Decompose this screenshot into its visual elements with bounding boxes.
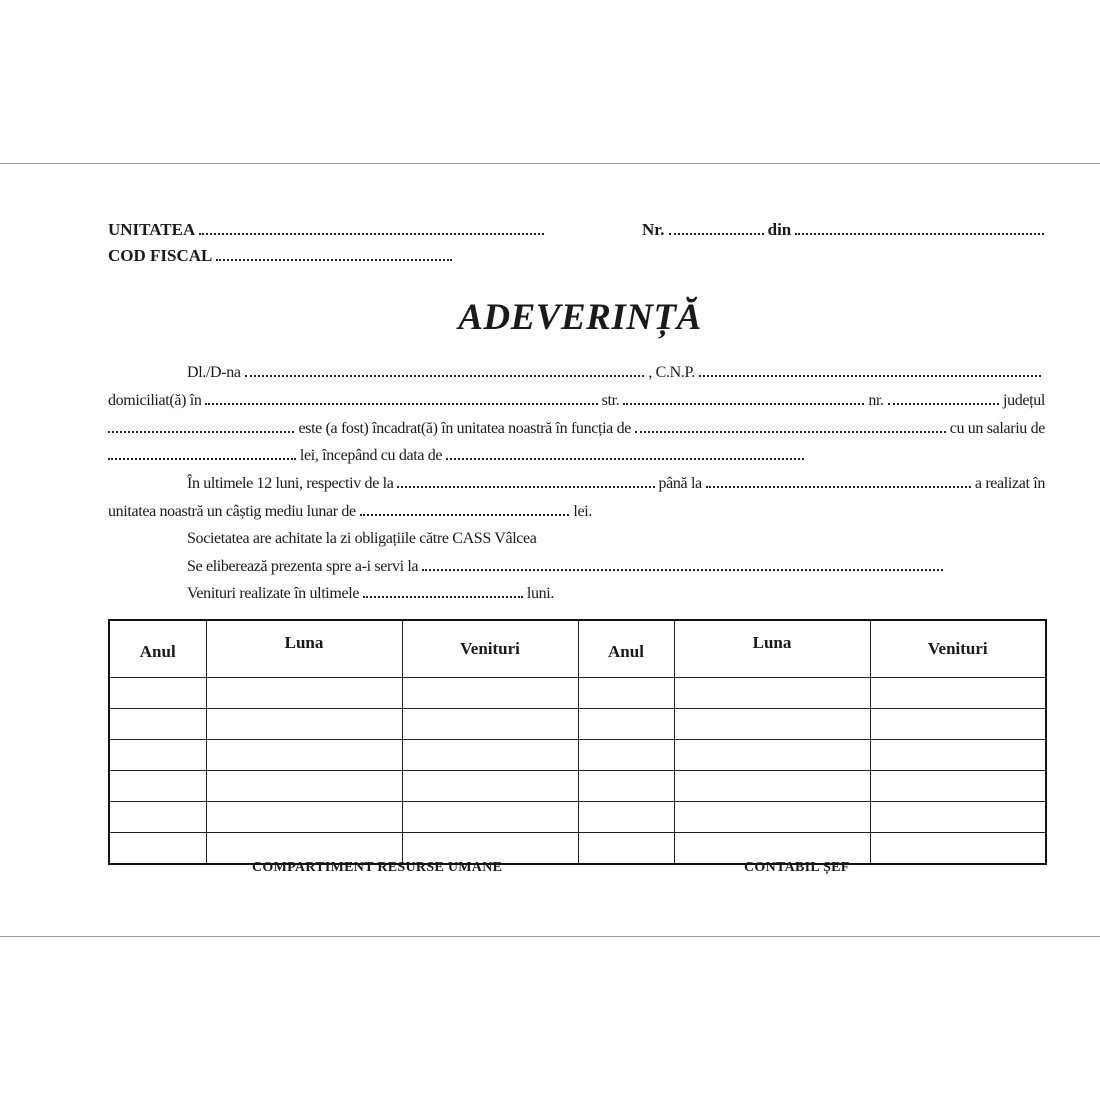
- number-label: nr.: [868, 392, 884, 409]
- table-row: [109, 833, 1046, 865]
- body-line-6: [108, 499, 592, 521]
- table-row: [109, 802, 1046, 833]
- income-cell-2[interactable]: [870, 802, 1046, 833]
- month-cell-1[interactable]: [206, 802, 402, 833]
- income-cell-1[interactable]: [402, 678, 578, 709]
- month-cell-1[interactable]: [206, 771, 402, 802]
- nr-blank[interactable]: [669, 233, 764, 235]
- unitatea-label: UNITATEA: [108, 220, 196, 239]
- year-cell-1[interactable]: [109, 771, 206, 802]
- table-row: [109, 709, 1046, 740]
- name-label: Dl./D-na: [187, 364, 241, 381]
- body-line-8: [187, 554, 947, 576]
- income-cell-2[interactable]: [870, 771, 1046, 802]
- year-cell-2[interactable]: [578, 802, 674, 833]
- din-blank[interactable]: [795, 233, 1044, 235]
- header-month-2: Luna: [674, 620, 870, 678]
- cnp-label: , C.N.P.: [648, 364, 695, 381]
- realized-label: a realizat în: [974, 475, 1045, 492]
- nr-din-field[interactable]: [642, 218, 1048, 240]
- average-income-label: unitatea noastră un câștig mediu lunar de: [108, 503, 356, 520]
- header-year-1: Anul: [109, 620, 206, 678]
- year-cell-2[interactable]: [578, 678, 674, 709]
- year-cell-2[interactable]: [578, 833, 674, 865]
- income-table: [108, 619, 1047, 865]
- start-date-blank[interactable]: [446, 458, 804, 460]
- body-line-3: [108, 416, 1045, 438]
- body-line-7: [187, 526, 537, 548]
- body-line-5: [187, 471, 1045, 493]
- employment-text: este (a fost) încadrat(ă) în unitatea noastră în funcția de: [298, 420, 631, 437]
- document-title: ADEVERINȚĂ: [458, 297, 702, 338]
- income-cell-2[interactable]: [870, 833, 1046, 865]
- year-cell-1[interactable]: [109, 833, 206, 865]
- county-label: județul: [1003, 392, 1045, 409]
- income-cell-1[interactable]: [402, 709, 578, 740]
- period-from-blank[interactable]: [397, 486, 654, 488]
- domiciliu-blank[interactable]: [205, 403, 597, 405]
- year-cell-2[interactable]: [578, 771, 674, 802]
- street-label: str.: [601, 392, 620, 409]
- body-line-1: [187, 360, 1045, 382]
- cod-fiscal-blank[interactable]: [216, 259, 452, 261]
- table-row: [109, 740, 1046, 771]
- table-row: [109, 678, 1046, 709]
- income-cell-1[interactable]: [402, 740, 578, 771]
- header-income-2: Venituri: [870, 620, 1046, 678]
- hr-signature-label: COMPARTIMENT RESURSE UMANE: [252, 860, 503, 875]
- month-cell-1[interactable]: [206, 740, 402, 771]
- table-row: [109, 771, 1046, 802]
- chief-accountant-signature-label: CONTABIL ȘEF: [744, 860, 850, 875]
- period-to-blank[interactable]: [706, 486, 971, 488]
- purpose-blank[interactable]: [422, 569, 943, 571]
- body-line-2: [108, 388, 1045, 410]
- table-header-row: [109, 620, 1046, 678]
- unitatea-field[interactable]: [108, 218, 548, 240]
- county-blank[interactable]: [108, 431, 294, 433]
- salary-label: cu un salariu de: [949, 420, 1045, 437]
- start-date-label: lei, începând cu data de: [299, 447, 443, 464]
- month-cell-2[interactable]: [674, 709, 870, 740]
- year-cell-1[interactable]: [109, 678, 206, 709]
- nr-label: Nr.: [642, 220, 665, 239]
- average-income-blank[interactable]: [360, 514, 570, 516]
- cnp-blank[interactable]: [699, 375, 1041, 377]
- year-cell-1[interactable]: [109, 709, 206, 740]
- year-cell-1[interactable]: [109, 802, 206, 833]
- name-blank[interactable]: [245, 375, 645, 377]
- month-cell-2[interactable]: [674, 740, 870, 771]
- cass-statement: Societatea are achitate la zi obligațiile către CASS Vâlcea: [187, 530, 537, 547]
- header-year-2: Anul: [578, 620, 674, 678]
- purpose-label: Se eliberează prezenta spre a-i servi la: [187, 558, 419, 575]
- income-cell-1[interactable]: [402, 771, 578, 802]
- period-from-label: În ultimele 12 luni, respectiv de la: [187, 475, 394, 492]
- function-blank[interactable]: [635, 431, 946, 433]
- period-to-label: până la: [658, 475, 702, 492]
- salary-blank[interactable]: [108, 458, 296, 460]
- months-label: Venituri realizate în ultimele: [187, 585, 360, 602]
- months-blank[interactable]: [363, 596, 523, 598]
- lei-label: lei.: [573, 503, 592, 520]
- body-line-4: [108, 443, 808, 465]
- din-label: din: [767, 220, 792, 239]
- year-cell-2[interactable]: [578, 740, 674, 771]
- header-month-1: Luna: [206, 620, 402, 678]
- luni-label: luni.: [526, 585, 554, 602]
- header-income-1: Venituri: [402, 620, 578, 678]
- income-cell-2[interactable]: [870, 709, 1046, 740]
- month-cell-2[interactable]: [674, 678, 870, 709]
- cod-fiscal-label: COD FISCAL: [108, 246, 213, 265]
- month-cell-1[interactable]: [206, 678, 402, 709]
- domiciliu-label: domiciliat(ă) în: [108, 392, 202, 409]
- street-blank[interactable]: [623, 403, 864, 405]
- year-cell-1[interactable]: [109, 740, 206, 771]
- income-cell-2[interactable]: [870, 740, 1046, 771]
- income-cell-2[interactable]: [870, 678, 1046, 709]
- month-cell-1[interactable]: [206, 709, 402, 740]
- number-blank[interactable]: [888, 403, 999, 405]
- cod-fiscal-field[interactable]: [108, 244, 456, 266]
- month-cell-2[interactable]: [674, 771, 870, 802]
- income-cell-1[interactable]: [402, 802, 578, 833]
- body-line-9: [187, 581, 554, 603]
- year-cell-2[interactable]: [578, 709, 674, 740]
- month-cell-2[interactable]: [674, 802, 870, 833]
- unitatea-blank[interactable]: [199, 233, 544, 235]
